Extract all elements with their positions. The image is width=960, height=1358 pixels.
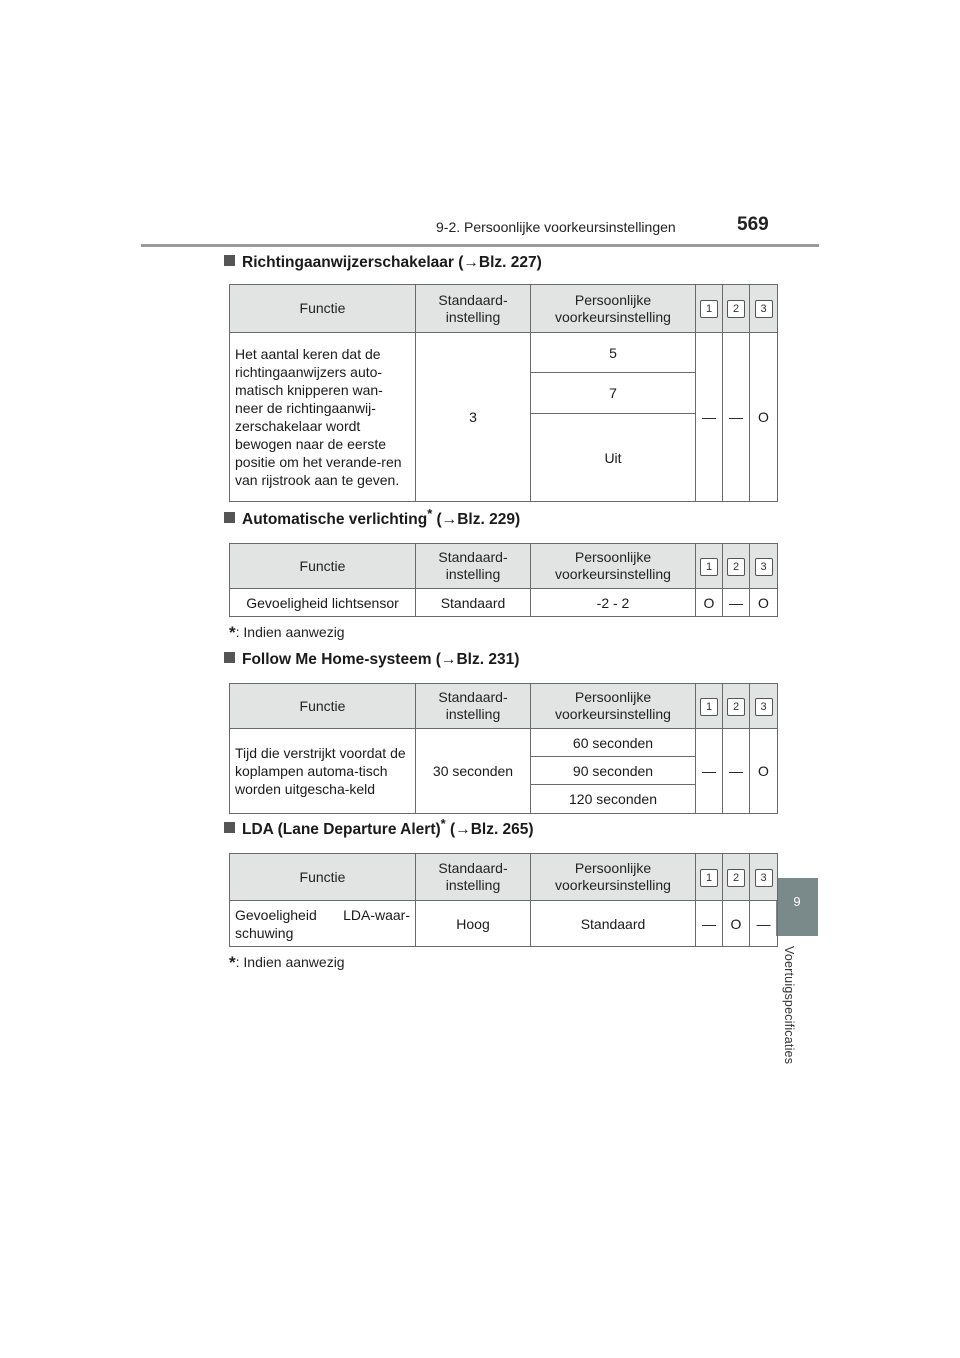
col3-cell: O — [750, 333, 778, 502]
option-cell: Standaard — [531, 901, 696, 947]
header-function: Functie — [230, 854, 416, 901]
header-default: Standaard- instelling — [416, 684, 531, 729]
settings-table-lda — [229, 853, 778, 947]
header-col-2: 2 — [723, 854, 750, 901]
bullet-square-icon — [224, 822, 235, 833]
default-cell: Standaard — [416, 589, 531, 617]
header-col-3: 3 — [750, 684, 778, 729]
option-cell: 5 — [531, 333, 696, 373]
header-col-3: 3 — [750, 854, 778, 901]
col3-cell: — — [750, 901, 778, 947]
col2-cell: — — [723, 589, 750, 617]
header-function: Functie — [230, 684, 416, 729]
header-function: Functie — [230, 285, 416, 333]
header-default: Standaard- instelling — [416, 854, 531, 901]
header-default: Standaard- instelling — [416, 285, 531, 333]
option-cell: 120 seconden — [531, 785, 696, 814]
function-cell: Het aantal keren dat de richtingaanwijzers auto-matisch knipperen wan-neer de richtingaanwij-zerschakelaar wordt bewogen naar de eerste positie om het verande-ren van rijstrook aan te geven. — [230, 333, 416, 502]
default-cell: 3 — [416, 333, 531, 502]
bullet-square-icon — [224, 652, 235, 663]
footnote-2: *: Indien aanwezig — [229, 953, 345, 972]
default-cell: 30 seconden — [416, 729, 531, 814]
header-function: Functie — [230, 544, 416, 589]
option-cell: -2 - 2 — [531, 589, 696, 617]
header-col-1: 1 — [696, 285, 723, 333]
header-col-3: 3 — [750, 544, 778, 589]
col2-cell: — — [723, 729, 750, 814]
function-cell: Gevoeligheid lichtsensor — [230, 589, 416, 617]
header-col-3: 3 — [750, 285, 778, 333]
option-cell: 90 seconden — [531, 757, 696, 785]
col1-cell: — — [696, 333, 723, 502]
section-heading-turn-signal: Richtingaanwijzerschakelaar (→Blz. 227) — [224, 254, 542, 272]
header-col-1: 1 — [696, 544, 723, 589]
default-cell: Hoog — [416, 901, 531, 947]
header-col-1: 1 — [696, 854, 723, 901]
header-divider — [141, 244, 819, 247]
chapter-number: 9 — [793, 894, 801, 909]
option-cell: 60 seconden — [531, 729, 696, 757]
header-col-2: 2 — [723, 684, 750, 729]
header-col-1: 1 — [696, 684, 723, 729]
header-custom: Persoonlijke voorkeursinstelling — [531, 854, 696, 901]
col1-cell: O — [696, 589, 723, 617]
chapter-tab — [776, 878, 818, 936]
chapter-label — [782, 946, 804, 1086]
settings-table-auto-lights — [229, 543, 778, 617]
header-custom: Persoonlijke voorkeursinstelling — [531, 684, 696, 729]
page-number: 569 — [737, 214, 769, 235]
col3-cell: O — [750, 729, 778, 814]
header-custom: Persoonlijke voorkeursinstelling — [531, 285, 696, 333]
col2-cell: — — [723, 333, 750, 502]
col2-cell: O — [723, 901, 750, 947]
settings-table-turn-signal — [229, 284, 778, 502]
col1-cell: — — [696, 729, 723, 814]
option-cell: Uit — [531, 414, 696, 502]
header-col-2: 2 — [723, 544, 750, 589]
header-custom: Persoonlijke voorkeursinstelling — [531, 544, 696, 589]
col3-cell: O — [750, 589, 778, 617]
section-heading-follow-me-home: Follow Me Home-systeem (→Blz. 231) — [224, 651, 519, 669]
section-heading-auto-lights: Automatische verlichting* (→Blz. 229) — [224, 511, 520, 529]
bullet-square-icon — [224, 512, 235, 523]
section-heading-lda: LDA (Lane Departure Alert)* (→Blz. 265) — [224, 821, 534, 839]
bullet-square-icon — [224, 255, 235, 266]
settings-table-follow-me-home — [229, 683, 778, 814]
page-header-title: 9-2. Persoonlijke voorkeursinstellingen — [436, 219, 676, 235]
col1-cell: — — [696, 901, 723, 947]
chapter-label-text: Voertuigspecificaties — [782, 946, 796, 1065]
function-cell: Gevoeligheid LDA-waar-schuwing — [230, 901, 416, 947]
footnote-1: *: Indien aanwezig — [229, 623, 345, 642]
header-col-2: 2 — [723, 285, 750, 333]
function-cell: Tijd die verstrijkt voordat de koplampen automa-tisch worden uitgescha-keld — [230, 729, 416, 814]
option-cell: 7 — [531, 373, 696, 414]
header-default: Standaard- instelling — [416, 544, 531, 589]
